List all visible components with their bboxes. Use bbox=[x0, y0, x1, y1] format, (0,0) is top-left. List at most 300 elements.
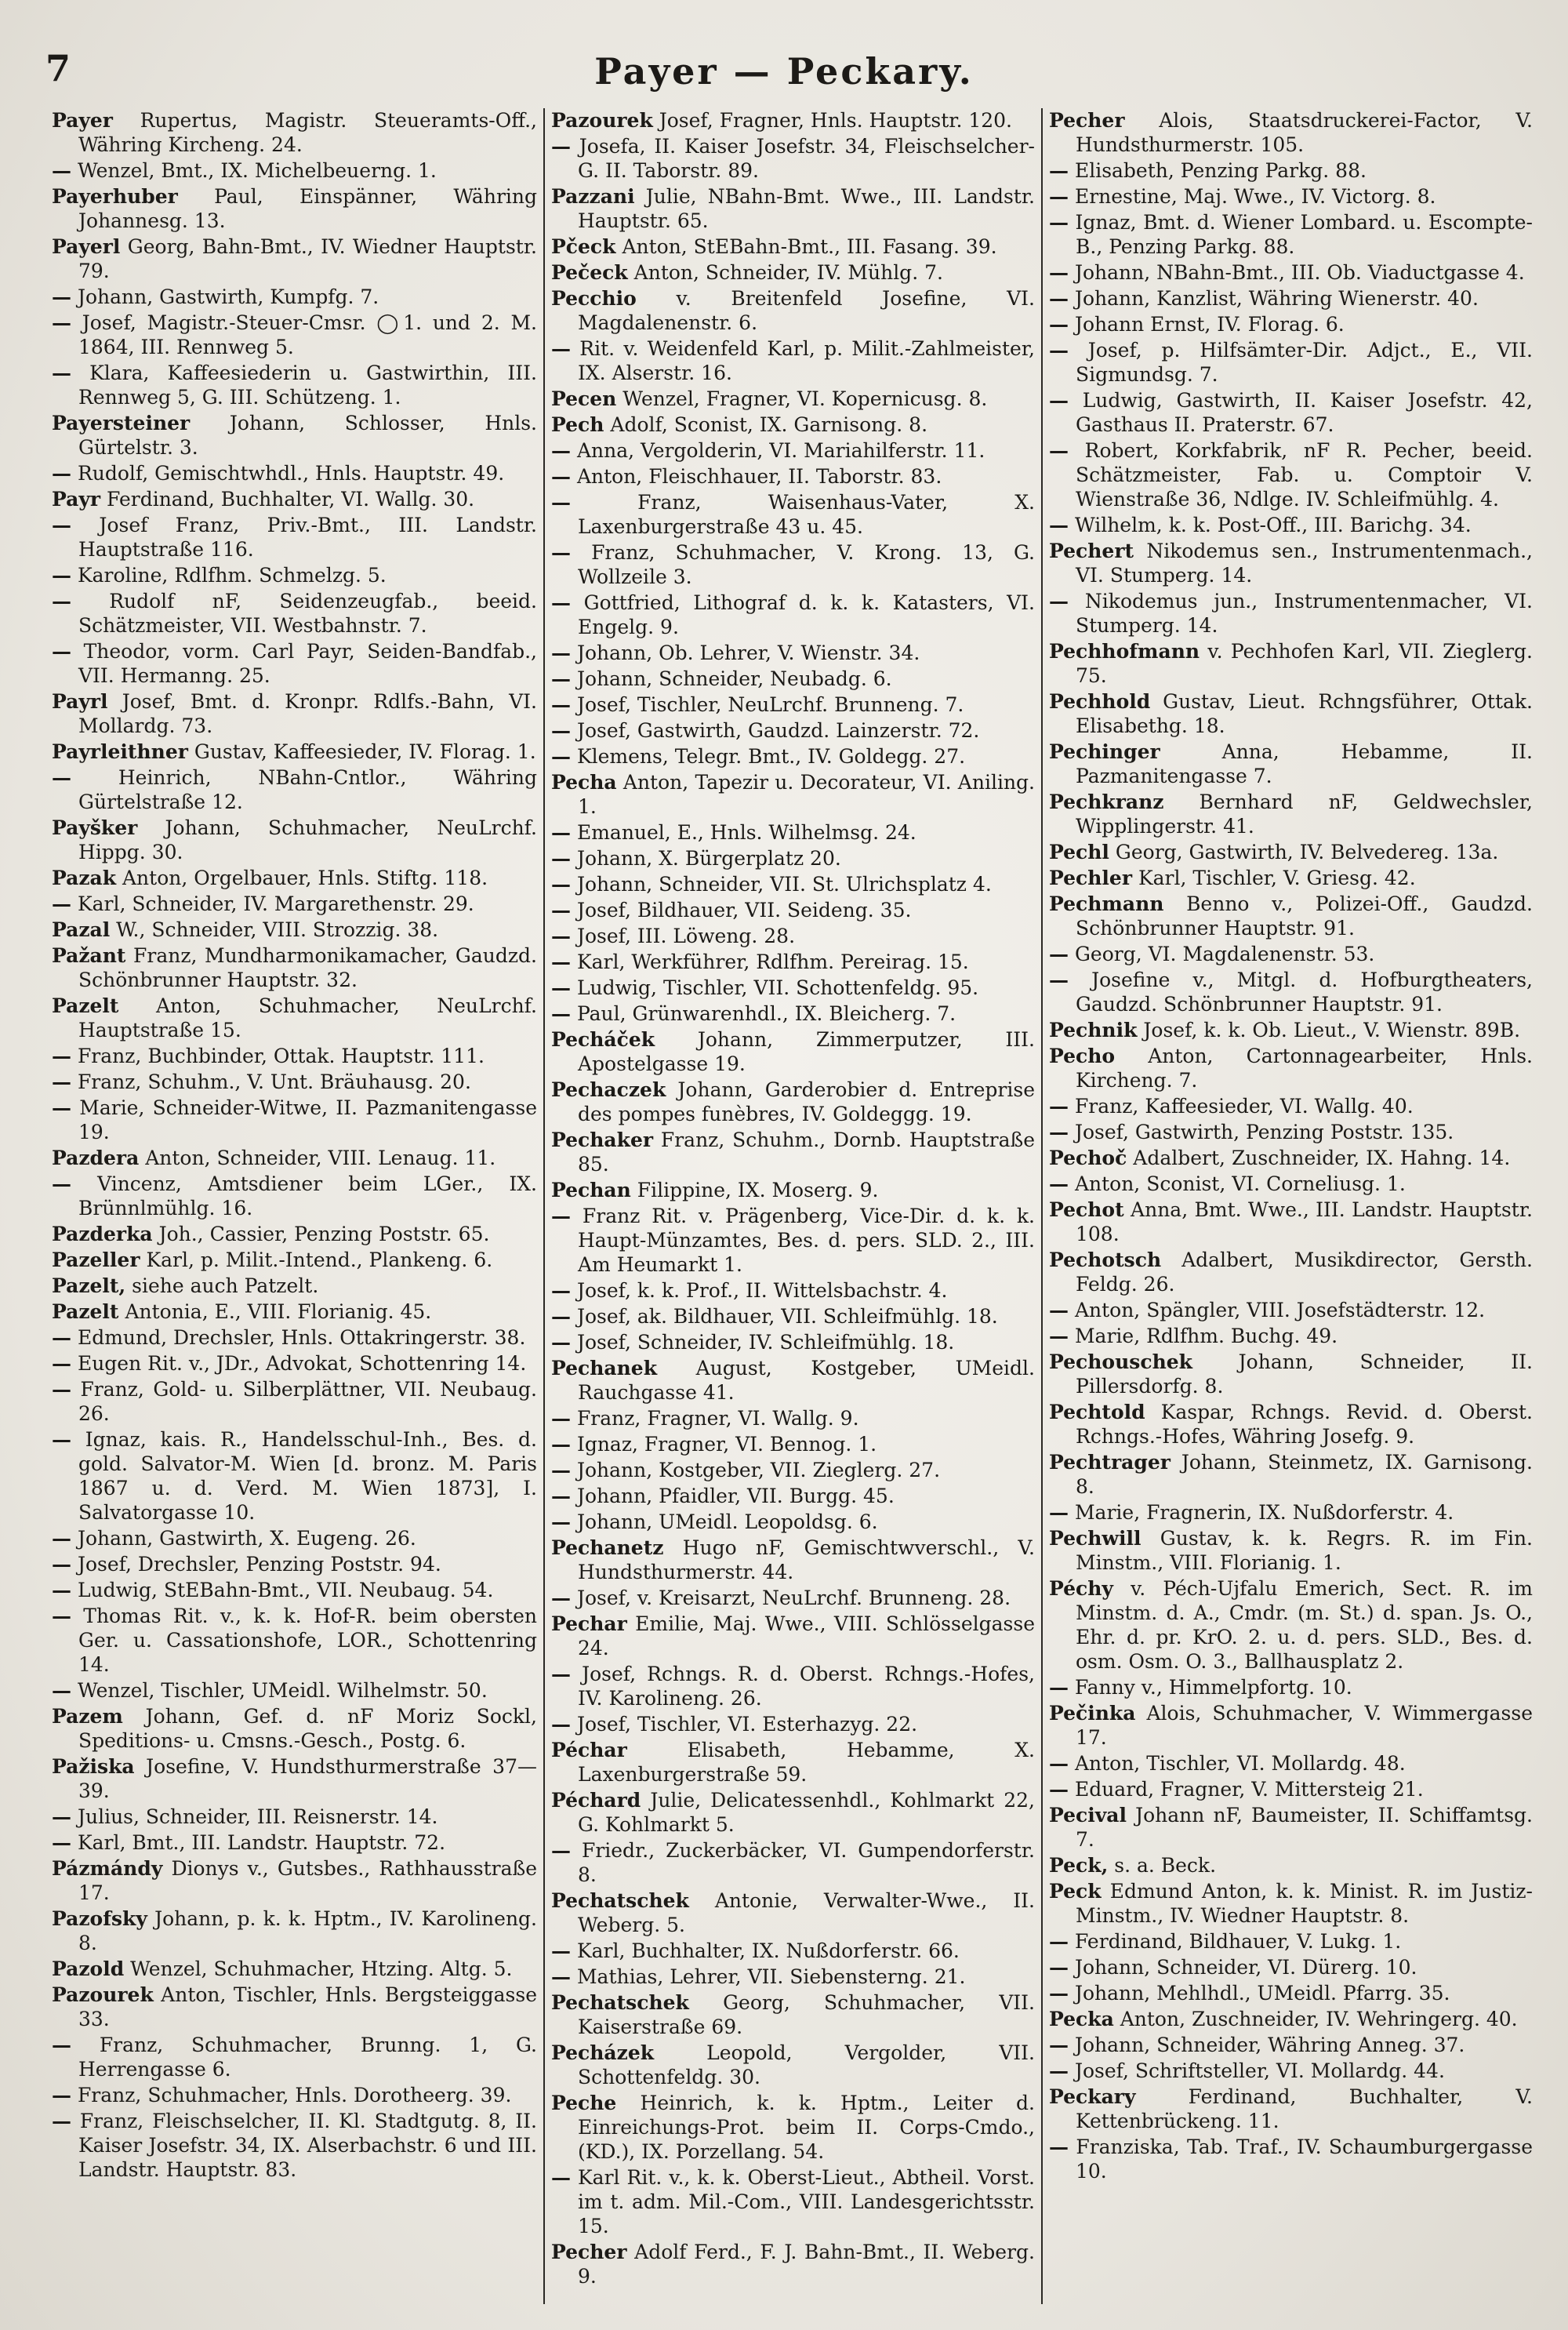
entry-details: Johann, NBahn-Bmt., III. Ob. Viaductgasse 4. bbox=[1074, 261, 1525, 284]
directory-entry bbox=[52, 361, 537, 409]
entry-surname: — bbox=[52, 564, 71, 587]
directory-entry bbox=[1049, 2059, 1533, 2083]
entry-surname: Pázmándy bbox=[52, 1857, 163, 1880]
directory-entry bbox=[551, 692, 1035, 717]
entry-details: Hugo nF, Gemischtwverschl., V. Hundsthurmerstr. 44. bbox=[578, 1536, 1035, 1583]
entry-details: Gustav, Kaffeesieder, IV. Florag. 1. bbox=[194, 740, 536, 763]
entry-surname: — bbox=[52, 1553, 71, 1576]
directory-entry bbox=[551, 1586, 1035, 1610]
entry-surname: Pechtrager bbox=[1049, 1451, 1171, 1474]
entry-surname: — bbox=[1049, 1930, 1069, 1953]
entry-details: Johann, Schneider, Währing Anneg. 37. bbox=[1074, 2034, 1465, 2056]
entry-surname: — bbox=[551, 1331, 571, 1354]
entry-details: Nikodemus jun., Instrumentenmacher, VI. Stumperg. 14. bbox=[1076, 590, 1533, 637]
directory-entry bbox=[1049, 1198, 1533, 1246]
entry-details: Georg, Bahn-Bmt., IV. Wiedner Hauptstr. 79. bbox=[78, 235, 537, 282]
entry-details: Franz, Schuhmacher, V. Krong. 13, G. Wollzeile 3. bbox=[578, 541, 1035, 588]
entry-surname: — bbox=[1049, 1172, 1069, 1195]
entry-details: Josef, Bildhauer, VII. Seideng. 35. bbox=[576, 899, 912, 921]
entry-surname: Payrleithner bbox=[52, 740, 188, 763]
entry-surname: — bbox=[1049, 1778, 1069, 1801]
directory-entry bbox=[551, 744, 1035, 769]
entry-surname: — bbox=[551, 719, 571, 742]
entry-details: Gustav, k. k. Regrs. R. im Fin. Minstm., VIII. Florianig. 1. bbox=[1076, 1527, 1533, 1574]
entry-details: Josef, p. Hilfsämter-Dir. Adjct., E., VII. Sigmundsg. 7. bbox=[1076, 339, 1533, 386]
directory-entry bbox=[52, 184, 537, 233]
directory-entry bbox=[1049, 1576, 1533, 1674]
entry-details: Adolf Ferd., F. J. Bahn-Bmt., II. Weberg. 9. bbox=[578, 2241, 1035, 2288]
entry-surname: — bbox=[551, 745, 571, 768]
entry-surname: — bbox=[1049, 1095, 1069, 1118]
entry-surname: — bbox=[1049, 2136, 1069, 2158]
entry-surname: — bbox=[52, 1378, 71, 1401]
entry-surname: — bbox=[1049, 1325, 1069, 1347]
entry-surname: — bbox=[1049, 159, 1069, 182]
entry-surname: Pazelt bbox=[52, 1300, 119, 1323]
directory-entry bbox=[1049, 338, 1533, 387]
directory-entry bbox=[52, 1526, 537, 1550]
entry-details: Franz, Gold- u. Silberplättner, VII. Neubaug. 26. bbox=[78, 1378, 537, 1425]
entry-surname: Pazofsky bbox=[52, 1907, 147, 1930]
entry-details: Anna, Vergolderin, VI. Mariahilferstr. 11. bbox=[576, 439, 985, 462]
directory-entry bbox=[52, 1856, 537, 1905]
entry-surname: — bbox=[1049, 943, 1069, 965]
entry-details: Johann, Schneider, VII. St. Ulrichsplatz 4. bbox=[576, 873, 992, 896]
entry-surname: Pechler bbox=[1049, 867, 1133, 889]
entry-details: Josefine v., Mitgl. d. Hofburgtheaters, Gaudzd. Schönbrunner Hauptstr. 91. bbox=[1076, 969, 1533, 1016]
directory-entry bbox=[1049, 1120, 1533, 1144]
directory-entry bbox=[1049, 286, 1533, 311]
entry-details: Mathias, Lehrer, VII. Siebensterng. 21. bbox=[576, 1965, 966, 1988]
entry-details: Georg, Schuhmacher, VII. Kaiserstraße 69. bbox=[578, 1991, 1035, 2038]
directory-entry bbox=[1049, 740, 1533, 788]
entry-surname: Pechnik bbox=[1049, 1019, 1138, 1041]
entry-surname: — bbox=[551, 491, 571, 514]
entry-surname: — bbox=[52, 159, 71, 182]
directory-entry bbox=[551, 1888, 1035, 1937]
entry-surname: Pechoč bbox=[1049, 1147, 1127, 1169]
entry-details: Vincenz, Amtsdiener beim LGer., IX. Brünnlmühlg. 16. bbox=[78, 1172, 537, 1220]
entry-surname: — bbox=[551, 642, 571, 664]
entry-details: Johann, Pfaidler, VII. Burgg. 45. bbox=[576, 1485, 895, 1507]
directory-entry bbox=[52, 1351, 537, 1376]
entry-details: Elisabeth, Hebamme, X. Laxenburgerstraße 59. bbox=[578, 1739, 1035, 1786]
entry-surname: — bbox=[551, 847, 571, 870]
entry-surname: — bbox=[1049, 590, 1069, 612]
entry-details: Joh., Cassier, Penzing Poststr. 65. bbox=[158, 1223, 490, 1245]
entry-details: Antonie, Verwalter-Wwe., II. Weberg. 5. bbox=[578, 1889, 1035, 1936]
entry-details: Johann, Zimmerputzer, III. Apostelgasse 19. bbox=[578, 1028, 1035, 1075]
directory-entry bbox=[52, 2109, 537, 2182]
entry-surname: — bbox=[551, 1407, 571, 1430]
entry-details: Anton, Cartonnagearbeiter, Hnls. Kircheng. 7. bbox=[1076, 1045, 1533, 1092]
directory-entry bbox=[1049, 1350, 1533, 1398]
entry-surname: — bbox=[1049, 1956, 1069, 1979]
directory-entry bbox=[551, 438, 1035, 463]
entry-surname: Pečeck bbox=[551, 261, 628, 284]
entry-surname: — bbox=[551, 1663, 571, 1685]
entry-details: Ignaz, Bmt. d. Wiener Lombard. u. Escompte-B., Penzing Parkg. 88. bbox=[1075, 211, 1533, 258]
entry-details: Adalbert, Musikdirector, Gersth. Feldg. 26. bbox=[1076, 1249, 1533, 1296]
directory-entry bbox=[1049, 1701, 1533, 1750]
entry-surname: Peche bbox=[551, 2092, 617, 2114]
entry-surname: Payerl bbox=[52, 235, 121, 258]
directory-entry bbox=[52, 1274, 537, 1298]
directory-entry bbox=[551, 718, 1035, 743]
entry-details: Adalbert, Zuschneider, IX. Hahng. 14. bbox=[1133, 1147, 1511, 1169]
entry-surname: Pazeller bbox=[52, 1249, 140, 1271]
entry-details: Franz, Fleischselcher, II. Kl. Stadtgutg. 8, II. Kaiser Josefstr. 34, IX. Alserbachstr. 6 und III. Landstr. Hauptstr. 83. bbox=[78, 2110, 537, 2181]
entry-surname: — bbox=[551, 693, 571, 716]
directory-entry bbox=[52, 639, 537, 688]
entry-surname: — bbox=[52, 590, 71, 612]
directory-entry bbox=[52, 513, 537, 562]
directory-entry bbox=[1049, 1853, 1533, 1877]
entry-surname: — bbox=[551, 951, 571, 973]
directory-entry bbox=[551, 1662, 1035, 1710]
entry-details: Josef, Gastwirth, Gaudzd. Lainzerstr. 72. bbox=[576, 719, 980, 742]
entry-surname: — bbox=[551, 873, 571, 896]
directory-entry bbox=[1049, 840, 1533, 864]
directory-entry bbox=[551, 1027, 1035, 1076]
entry-surname: — bbox=[1049, 1501, 1069, 1524]
entry-surname: — bbox=[551, 541, 571, 564]
entry-surname: Payr bbox=[52, 488, 101, 511]
entry-surname: — bbox=[52, 514, 71, 536]
entry-details: Anna, Hebamme, II. Pazmanitengasse 7. bbox=[1076, 740, 1533, 787]
directory-entry bbox=[1049, 1955, 1533, 1979]
entry-details: Johann, Kanzlist, Währing Wienerstr. 40. bbox=[1074, 287, 1479, 310]
directory-entry bbox=[52, 1754, 537, 1803]
entry-details: August, Kostgeber, UMeidl. Rauchgasse 41. bbox=[578, 1357, 1035, 1404]
entry-details: Ludwig, Tischler, VII. Schottenfeldg. 95. bbox=[576, 976, 979, 999]
entry-details: Johann, Schneider, VI. Dürerg. 10. bbox=[1074, 1956, 1417, 1979]
entry-surname: Payšker bbox=[52, 816, 138, 839]
entry-surname: — bbox=[52, 1096, 71, 1119]
entry-details: Anton, Schneider, IV. Mühlg. 7. bbox=[633, 261, 943, 284]
entry-details: Benno v., Polizei-Off., Gaudzd. Schönbrunner Hauptstr. 91. bbox=[1076, 892, 1533, 940]
entry-surname: Pecho bbox=[1049, 1045, 1116, 1067]
entry-surname: Pazdera bbox=[52, 1147, 140, 1169]
entry-details: Karl, Werkführer, Rdlfhm. Pereirag. 15. bbox=[576, 951, 969, 973]
directory-entry bbox=[551, 1838, 1035, 1887]
directory-entry bbox=[1049, 1298, 1533, 1322]
entry-surname: Pechanetz bbox=[551, 1536, 664, 1559]
directory-entry bbox=[551, 1939, 1035, 1963]
directory-entry bbox=[52, 1299, 537, 1324]
entry-details: Anton, Schneider, VIII. Lenaug. 11. bbox=[145, 1147, 496, 1169]
entry-details: v. Breitenfeld Josefine, VI. Magdalenenstr. 6. bbox=[578, 287, 1035, 334]
entry-surname: Pechmann bbox=[1049, 892, 1164, 915]
directory-entry bbox=[551, 820, 1035, 845]
entry-details: Franz, Schuhm., V. Unt. Bräuhausg. 20. bbox=[77, 1070, 471, 1093]
directory-entry bbox=[52, 1704, 537, 1753]
entry-details: Josef, k. k. Prof., II. Wittelsbachstr. 4. bbox=[576, 1279, 948, 1302]
directory-entry bbox=[551, 134, 1035, 183]
directory-entry bbox=[1049, 1879, 1533, 1928]
directory-entry bbox=[1049, 1018, 1533, 1042]
directory-entry bbox=[1049, 1094, 1533, 1118]
entry-details: Karl, Buchhalter, IX. Nußdorferstr. 66. bbox=[576, 1939, 960, 1962]
entry-details: Anton, Fleischhauer, II. Taborstr. 83. bbox=[576, 465, 942, 488]
entry-details: Johann, Schneider, II. Pillersdorfg. 8. bbox=[1076, 1350, 1533, 1398]
entry-surname: Pčeck bbox=[551, 235, 616, 258]
directory-entry bbox=[52, 1146, 537, 1170]
entry-surname: — bbox=[52, 1579, 71, 1601]
directory-entry bbox=[551, 108, 1035, 133]
entry-details: Johann, Gastwirth, Kumpfg. 7. bbox=[77, 285, 379, 308]
entry-details: Josef, v. Kreisarzt, NeuLrchf. Brunneng. 28. bbox=[576, 1587, 1011, 1609]
directory-entry bbox=[1049, 1172, 1533, 1196]
directory-entry bbox=[1049, 2033, 1533, 2057]
directory-entry bbox=[1049, 2135, 1533, 2183]
directory-entry bbox=[52, 2083, 537, 2107]
entry-details: Josef, Drechsler, Penzing Poststr. 94. bbox=[77, 1553, 441, 1576]
directory-entry bbox=[551, 1612, 1035, 1660]
entry-details: Wenzel, Schuhmacher, Htzing. Altg. 5. bbox=[130, 1957, 513, 1980]
entry-surname: Pazak bbox=[52, 867, 117, 889]
directory-entry bbox=[551, 1458, 1035, 1482]
entry-details: Karl, Tischler, V. Griesg. 42. bbox=[1138, 867, 1416, 889]
directory-entry bbox=[52, 285, 537, 309]
directory-entry bbox=[551, 286, 1035, 335]
entry-details: Josefine, V. Hundsthurmerstraße 37—39. bbox=[78, 1755, 537, 1802]
entry-surname: — bbox=[52, 766, 71, 789]
entry-surname: — bbox=[551, 1485, 571, 1507]
directory-entry bbox=[1049, 1324, 1533, 1348]
directory-entry bbox=[52, 1678, 537, 1703]
entry-details: Ferdinand, Buchhalter, VI. Wallg. 30. bbox=[106, 488, 475, 511]
entry-surname: Pazem bbox=[52, 1705, 123, 1728]
directory-entry bbox=[1049, 388, 1533, 437]
entry-details: Johann, Mehlhdl., UMeidl. Pfarrg. 35. bbox=[1074, 1982, 1450, 2005]
entry-surname: Pechl bbox=[1049, 841, 1109, 863]
entry-surname: — bbox=[551, 925, 571, 947]
directory-entry bbox=[551, 1078, 1035, 1126]
entry-details: Edmund, Drechsler, Hnls. Ottakringerstr. 38. bbox=[77, 1326, 526, 1349]
directory-entry bbox=[551, 1204, 1035, 1277]
entry-surname: Pechkranz bbox=[1049, 791, 1164, 813]
directory-entry bbox=[1049, 1751, 1533, 1776]
entry-details: Franz, Waisenhaus-Vater, X. Laxenburgerstraße 43 u. 45. bbox=[578, 491, 1035, 538]
entry-surname: — bbox=[52, 285, 71, 308]
entry-surname: Pazzani bbox=[551, 185, 635, 208]
entry-details: Johann, Ob. Lehrer, V. Wienstr. 34. bbox=[576, 642, 920, 664]
entry-details: s. a. Beck. bbox=[1114, 1854, 1217, 1877]
entry-details: Ludwig, Gastwirth, II. Kaiser Josefstr. 42, Gasthaus II. Praterstr. 67. bbox=[1076, 389, 1534, 436]
entry-surname: Pechouschek bbox=[1049, 1350, 1192, 1373]
entry-surname: Pazal bbox=[52, 918, 111, 941]
entry-surname: — bbox=[551, 1965, 571, 1988]
directory-entry bbox=[551, 1406, 1035, 1430]
entry-surname: Pechotsch bbox=[1049, 1249, 1162, 1271]
entry-surname: Pečinka bbox=[1049, 1702, 1136, 1725]
entry-surname: Peckary bbox=[1049, 2085, 1136, 2108]
directory-entry bbox=[52, 1805, 537, 1829]
entry-surname: Peck, bbox=[1049, 1854, 1109, 1877]
directory-entry bbox=[52, 740, 537, 764]
directory-entry bbox=[1049, 1929, 1533, 1954]
entry-details: Josefa, II. Kaiser Josefstr. 34, Fleischselcher-G. II. Taborstr. 89. bbox=[578, 135, 1035, 182]
entry-surname: Pecchio bbox=[551, 287, 637, 310]
directory-entry bbox=[1049, 790, 1533, 838]
entry-details: Nikodemus sen., Instrumentenmach., VI. Stumperg. 14. bbox=[1076, 540, 1533, 587]
directory-entry bbox=[1049, 108, 1533, 157]
directory-entry bbox=[52, 461, 537, 485]
entry-surname: — bbox=[52, 311, 71, 334]
directory-entry bbox=[1049, 1146, 1533, 1170]
directory-entry bbox=[551, 976, 1035, 1000]
directory-entry bbox=[52, 563, 537, 587]
entry-surname: Pechot bbox=[1049, 1198, 1124, 1221]
entry-details: Johann, Steinmetz, IX. Garnisong. 8. bbox=[1076, 1451, 1533, 1498]
entry-details: Franz, Kaffeesieder, VI. Wallg. 40. bbox=[1074, 1095, 1414, 1118]
entry-details: Rudolf, Gemischtwhdl., Hnls. Hauptstr. 49. bbox=[77, 462, 505, 485]
entry-surname: — bbox=[52, 640, 71, 663]
entry-surname: Pecen bbox=[551, 387, 617, 410]
entry-details: Johann, Schneider, Neubadg. 6. bbox=[576, 667, 892, 690]
directory-entry bbox=[52, 918, 537, 942]
directory-entry bbox=[52, 1552, 537, 1576]
directory-entry bbox=[52, 943, 537, 992]
directory-entry bbox=[551, 770, 1035, 819]
entry-surname: — bbox=[1049, 1121, 1069, 1143]
directory-entry bbox=[551, 2240, 1035, 2288]
running-head: Payer — Peckary. bbox=[594, 50, 974, 93]
entry-details: Kaspar, Rchngs. Revid. d. Oberst. Rchngs.-Hofes, Währing Josefg. 9. bbox=[1076, 1401, 1533, 1448]
directory-entry bbox=[1049, 1248, 1533, 1296]
entry-surname: Pažiska bbox=[52, 1755, 135, 1778]
directory-entry bbox=[52, 816, 537, 864]
entry-surname: — bbox=[1049, 261, 1069, 284]
entry-details: Josef, Fragner, Hnls. Hauptstr. 120. bbox=[659, 109, 1013, 132]
directory-entry bbox=[551, 464, 1035, 489]
entry-details: Thomas Rit. v., k. k. Hof-R. beim obersten Ger. u. Cassationshofe, LOR., Schottenring 14. bbox=[78, 1605, 537, 1676]
directory-entry bbox=[1049, 1526, 1533, 1575]
entry-details: Georg, Gastwirth, IV. Belvedereg. 13a. bbox=[1115, 841, 1499, 863]
entry-surname: — bbox=[52, 2084, 71, 2106]
entry-surname: — bbox=[551, 1839, 571, 1862]
entry-details: Emanuel, E., Hnls. Wilhelmsg. 24. bbox=[576, 821, 916, 844]
directory-entry bbox=[551, 1484, 1035, 1508]
entry-surname: Peck bbox=[1049, 1880, 1102, 1903]
entry-details: Karl, p. Milit.-Intend., Plankeng. 6. bbox=[146, 1249, 493, 1271]
entry-details: Josef, ak. Bildhauer, VII. Schleifmühlg. 18. bbox=[576, 1305, 998, 1328]
entry-surname: — bbox=[551, 821, 571, 844]
entry-details: Ludwig, StEBahn-Bmt., VII. Neubaug. 54. bbox=[77, 1579, 494, 1601]
entry-surname: — bbox=[551, 439, 571, 462]
entry-details: Josef, Bmt. d. Kronpr. Rdlfs.-Bahn, VI. Mollardg. 73. bbox=[78, 690, 537, 737]
directory-entry bbox=[1049, 312, 1533, 336]
directory-entry bbox=[551, 1304, 1035, 1329]
entry-details: Johann, Gastwirth, X. Eugeng. 26. bbox=[77, 1527, 416, 1550]
entry-details: Johann, p. k. k. Hptm., IV. Karolineng. 8. bbox=[78, 1907, 537, 1954]
entry-surname: — bbox=[52, 2034, 71, 2056]
directory-entry bbox=[52, 1578, 537, 1602]
directory-entry bbox=[1049, 1675, 1533, 1699]
entry-details: Julius, Schneider, III. Reisnerstr. 14. bbox=[77, 1805, 438, 1828]
entry-surname: Pazelt bbox=[52, 994, 119, 1017]
entry-surname: — bbox=[1049, 339, 1069, 362]
entry-details: Franziska, Tab. Traf., IV. Schaumburgergasse 10. bbox=[1076, 2136, 1533, 2183]
directory-entry bbox=[1049, 513, 1533, 537]
entry-details: Johann, X. Bürgerplatz 20. bbox=[576, 847, 841, 870]
directory-entry bbox=[1049, 438, 1533, 511]
entry-details: Heinrich, k. k. Hptm., Leiter d. Einreichungs-Prot. beim II. Corps-Cmdo., (KD.), IX. Porzellang. 54. bbox=[578, 2092, 1035, 2163]
directory-entry bbox=[1049, 892, 1533, 940]
entry-details: Theodor, vorm. Carl Payr, Seiden-Bandfab., VII. Hermanng. 25. bbox=[78, 640, 538, 687]
directory-entry bbox=[551, 898, 1035, 922]
entry-surname: Péchar bbox=[551, 1739, 627, 1761]
entry-details: Anton, Tischler, Hnls. Bergsteiggasse 33. bbox=[78, 1983, 537, 2030]
directory-entry bbox=[52, 892, 537, 916]
entry-details: Anna, Bmt. Wwe., III. Landstr. Hauptstr. 108. bbox=[1076, 1198, 1533, 1245]
directory-entry bbox=[52, 108, 537, 157]
entry-surname: Péchy bbox=[1049, 1577, 1113, 1600]
entry-details: Josef, k. k. Ob. Lieut., V. Wienstr. 89B. bbox=[1143, 1019, 1521, 1041]
entry-surname: Pechaczek bbox=[551, 1078, 666, 1101]
entry-surname: Pazold bbox=[52, 1957, 125, 1980]
entry-surname: Pechan bbox=[551, 1179, 631, 1201]
directory-entry bbox=[52, 1248, 537, 1272]
entry-details: Ignaz, Fragner, VI. Bennog. 1. bbox=[576, 1433, 877, 1456]
entry-surname: — bbox=[52, 1352, 71, 1375]
entry-details: Anton, Tapezir u. Decorateur, VI. Aniling. 1. bbox=[578, 771, 1035, 818]
directory-entry bbox=[52, 1222, 537, 1246]
directory-entry bbox=[551, 950, 1035, 974]
entry-details: Franz, Fragner, VI. Wallg. 9. bbox=[576, 1407, 859, 1430]
entry-surname: — bbox=[52, 892, 71, 915]
entry-surname: Pecházek bbox=[551, 2041, 655, 2064]
entry-surname: — bbox=[52, 1805, 71, 1828]
directory-entry bbox=[551, 184, 1035, 233]
entry-details: Dionys v., Gutsbes., Rathhausstraße 17. bbox=[78, 1857, 537, 1904]
entry-surname: Pažant bbox=[52, 944, 126, 967]
entry-details: Emilie, Maj. Wwe., VIII. Schlösselgasse 24. bbox=[578, 1612, 1035, 1659]
entry-details: Anton, Orgelbauer, Hnls. Stiftg. 118. bbox=[122, 867, 488, 889]
directory-entry bbox=[551, 1536, 1035, 1584]
entry-details: Elisabeth, Penzing Parkg. 88. bbox=[1074, 159, 1367, 182]
entry-details: Wenzel, Fragner, VI. Kopernicusg. 8. bbox=[622, 387, 988, 410]
directory-entry bbox=[52, 311, 537, 359]
entry-surname: — bbox=[52, 462, 71, 485]
entry-details: Josef, III. Löweng. 28. bbox=[576, 925, 796, 947]
entry-surname: — bbox=[52, 1527, 71, 1550]
entry-details: Franz Rit. v. Prägenberg, Vice-Dir. d. k. k. Haupt-Münzamtes, Bes. d. pers. SLD. 2., III. Am Heumarkt 1. bbox=[578, 1205, 1036, 1276]
directory-entry bbox=[551, 1356, 1035, 1405]
entry-details: Ferdinand, Buchhalter, V. Kettenbrückeng. 11. bbox=[1076, 2085, 1534, 2132]
entry-surname: Pechaker bbox=[551, 1129, 654, 1151]
entry-details: Friedr., Zuckerbäcker, VI. Gumpendorferstr. 8. bbox=[578, 1839, 1035, 1886]
directory-entry bbox=[52, 1096, 537, 1144]
directory-entry bbox=[551, 2165, 1035, 2238]
entry-details: Karl Rit. v., k. k. Oberst-Lieut., Abtheil. Vorst. im t. adm. Mil.-Com., VIII. Landesgerichtsstr. 15. bbox=[578, 2166, 1036, 2237]
entry-details: v. Péch-Ujfalu Emerich, Sect. R. im Minstm. d. A., Cmdr. (m. St.) d. span. Js. O., Ehr. d. pr. KrO. 2. u. d. pers. SLD., Bes. d. osm. Osm. O. 3., Ballhausplatz 2. bbox=[1076, 1577, 1534, 1673]
entry-details: Franz, Buchbinder, Ottak. Hauptstr. 111. bbox=[77, 1045, 485, 1067]
entry-details: Karoline, Rdlfhm. Schmelzg. 5. bbox=[77, 564, 387, 587]
entry-surname: — bbox=[1049, 1299, 1069, 1321]
directory-entry bbox=[1049, 539, 1533, 587]
directory-entry bbox=[52, 487, 537, 511]
directory-entry bbox=[551, 540, 1035, 589]
entry-surname: — bbox=[52, 1831, 71, 1854]
entry-surname: Pazourek bbox=[52, 1983, 154, 2006]
directory-entry bbox=[52, 1604, 537, 1677]
entry-surname: — bbox=[551, 2166, 571, 2189]
directory-entry bbox=[551, 387, 1035, 411]
entry-surname: Pecher bbox=[1049, 109, 1125, 132]
entry-details: Wenzel, Tischler, UMeidl. Wilhelmstr. 50. bbox=[77, 1679, 488, 1702]
